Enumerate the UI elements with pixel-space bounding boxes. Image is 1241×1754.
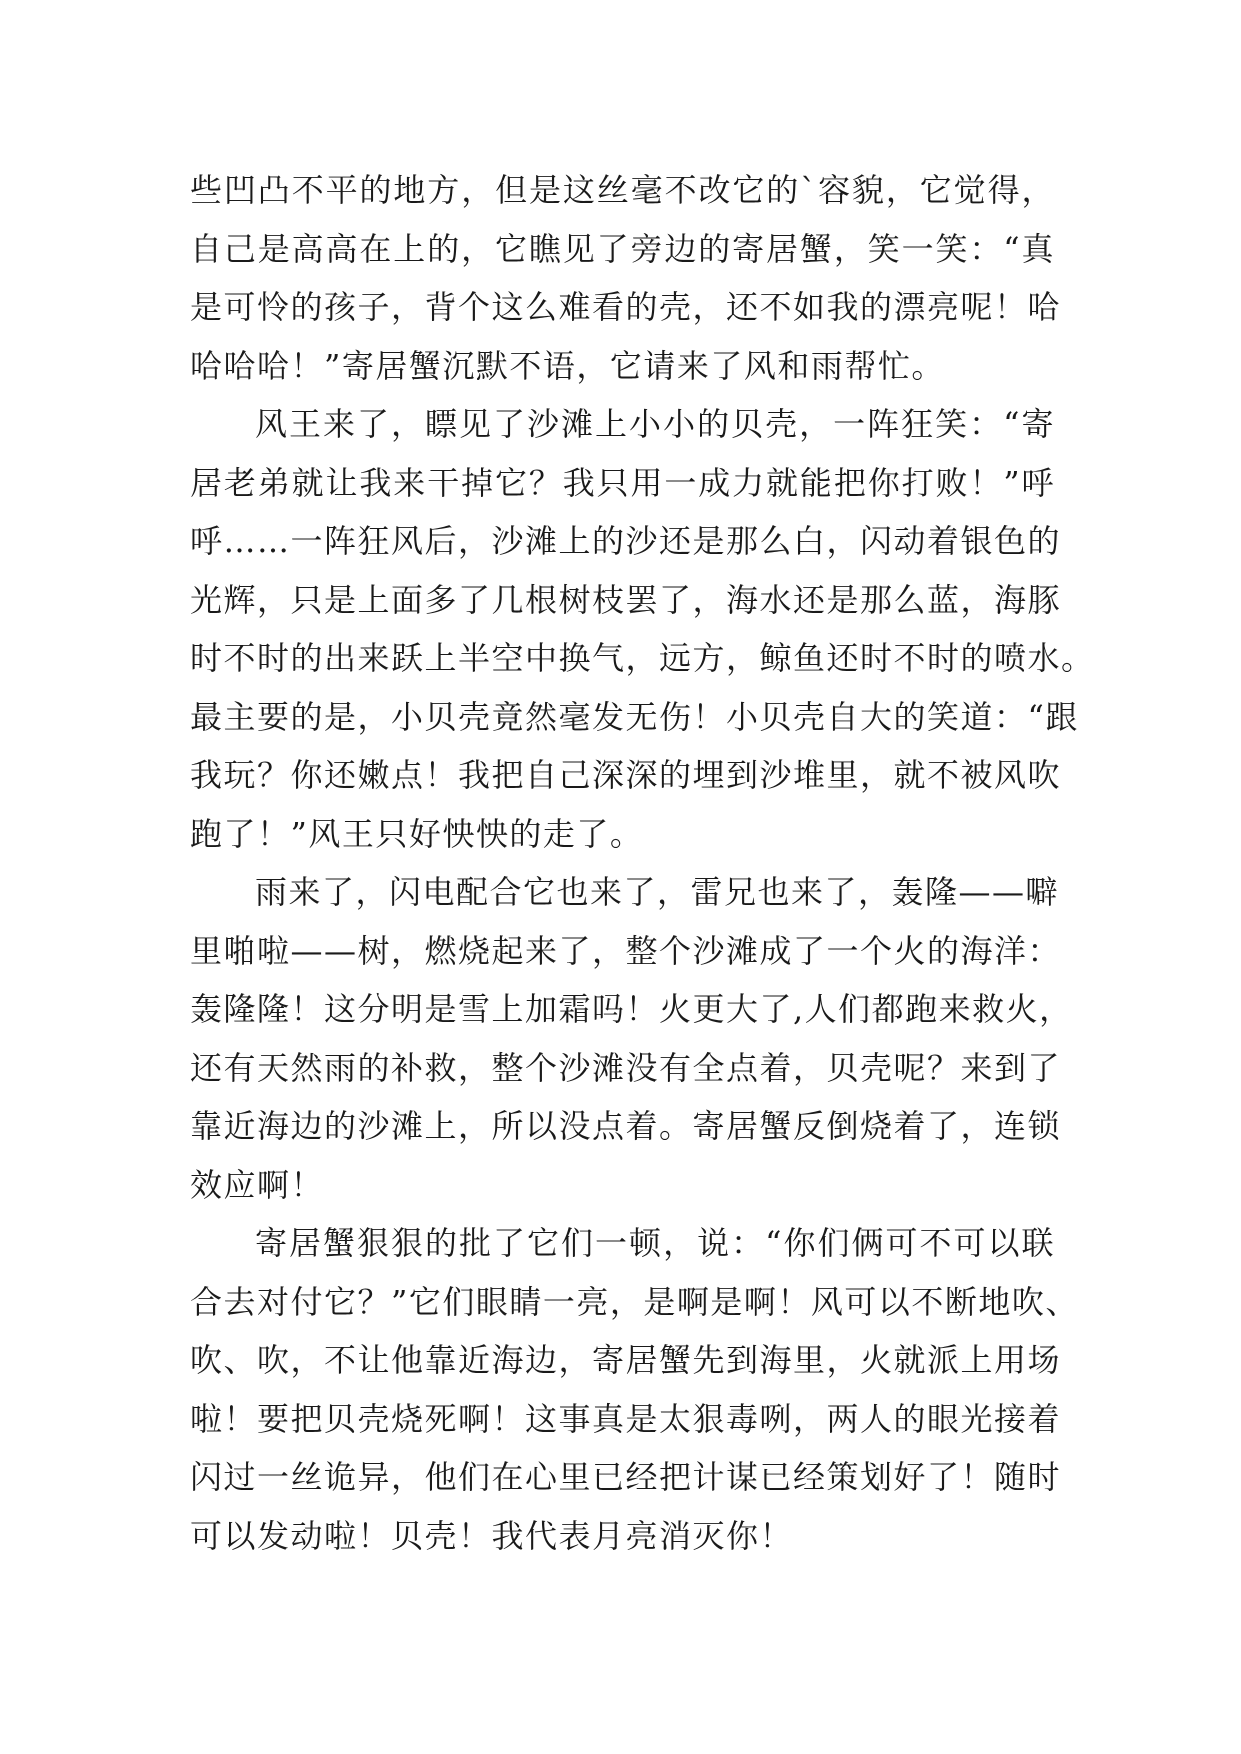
text-line: 合去对付它？”它们眼睛一亮，是啊是啊！风可以不断地吹、: [190, 1282, 1079, 1321]
text-line: 寄居蟹狠狠的批了它们一顿，说：“你们俩可不可以联: [255, 1224, 1055, 1262]
text-line: 呼……一阵狂风后，沙滩上的沙还是那么白，闪动着银色的: [190, 522, 1062, 560]
text-line: 吹、吹，不让他靠近海边，寄居蟹先到海里，火就派上用场: [190, 1341, 1062, 1379]
text-line: 轰隆隆！这分明是雪上加霜吗！火更大了,人们都跑来救火，: [190, 990, 1073, 1028]
text-line: 闪过一丝诡异，他们在心里已经把计谋已经策划好了！随时: [190, 1458, 1062, 1496]
paragraph-4: [190, 1214, 1079, 1565]
text-line: 靠近海边的沙滩上，所以没点着。寄居蟹反倒烧着了，连锁: [190, 1107, 1062, 1145]
text-line: 时不时的出来跃上半空中换气，远方，鲸鱼还时不时的喷水。: [190, 639, 1095, 677]
text-line: 还有天然雨的补救，整个沙滩没有全点着，贝壳呢？来到了: [190, 1048, 1062, 1087]
text-line: 效应啊！: [190, 1165, 325, 1204]
text-line: 雨来了，闪电配合它也来了，雷兄也来了，轰隆——噼: [255, 873, 1060, 911]
text-line: 跑了！”风王只好怏怏的走了。: [190, 814, 644, 853]
text-line: 里啪啦——树，燃烧起来了，整个沙滩成了一个火的海洋：: [190, 931, 1062, 970]
text-line: 是可怜的孩子，背个这么难看的壳，还不如我的漂亮呢！哈: [190, 288, 1062, 326]
paragraph-1: [190, 161, 1062, 395]
text-line: 风王来了，瞟见了沙滩上小小的贝壳，一阵狂笑：“寄: [255, 405, 1055, 443]
text-line: 最主要的是，小贝壳竟然毫发无伤！小贝壳自大的笑道：“跟: [190, 697, 1079, 736]
text-line: 自己是高高在上的，它瞧见了旁边的寄居蟹，笑一笑：“真: [190, 229, 1055, 268]
text-line: 哈哈哈！”寄居蟹沉默不语，它请来了风和雨帮忙。: [190, 346, 945, 385]
text-line: 可以发动啦！贝壳！我代表月亮消灭你！: [190, 1516, 794, 1555]
text-line: 我玩？你还嫩点！我把自己深深的埋到沙堆里，就不被风吹: [190, 756, 1062, 794]
text-line: 啦！要把贝壳烧死啊！这事真是太狠毒咧，两人的眼光接着: [190, 1399, 1062, 1438]
text-line: 些凹凸不平的地方，但是这丝毫不改它的`容貌，它觉得，: [190, 171, 1055, 209]
paragraph-3: [190, 863, 1073, 1214]
paragraph-2: [190, 395, 1095, 863]
text-line: 居老弟就让我来干掉它？我只用一成力就能把你打败！”呼: [190, 463, 1055, 502]
text-line: 光辉，只是上面多了几根树枝罢了，海水还是那么蓝，海豚: [190, 580, 1062, 619]
body-text: [190, 161, 1095, 1565]
